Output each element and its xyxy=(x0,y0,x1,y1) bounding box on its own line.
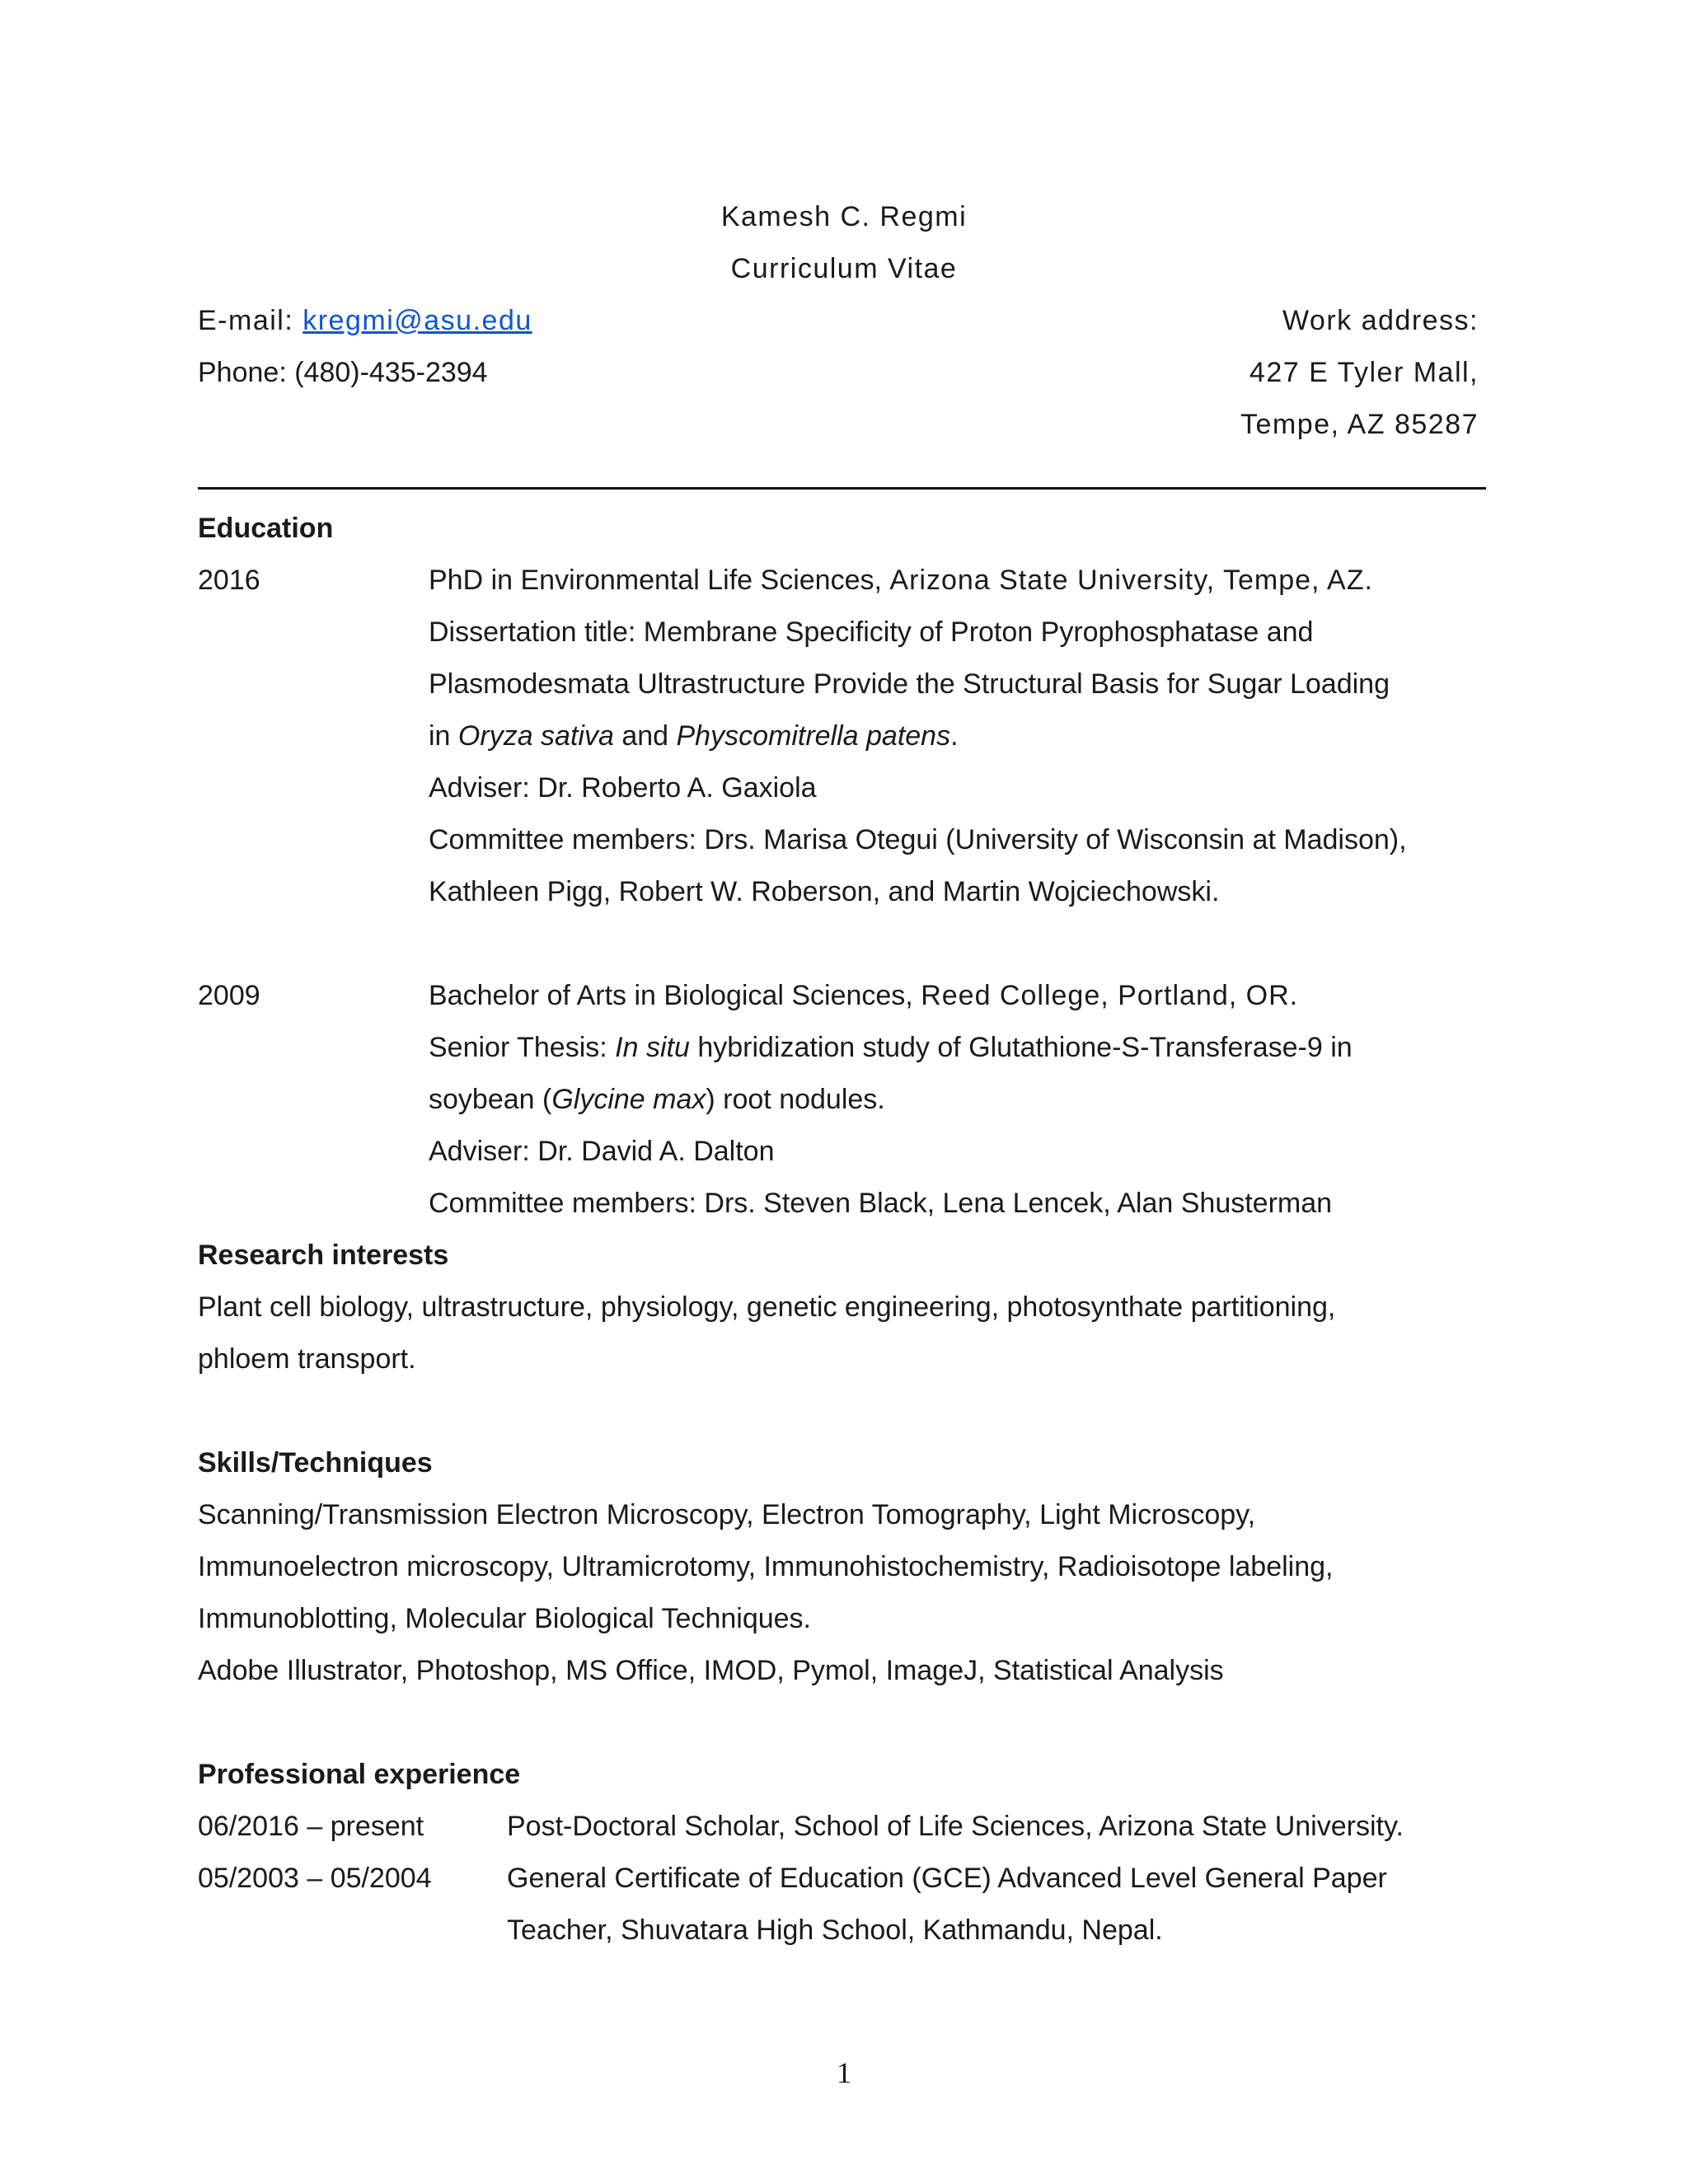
ba-adviser: Adviser: Dr. David A. Dalton xyxy=(429,1136,775,1167)
address-line-1: 427 E Tyler Mall, xyxy=(1249,357,1479,388)
phd-degree-line: PhD in Environmental Life Sciences, Arizona State University, Tempe, AZ. xyxy=(429,565,1373,596)
professional-dates-1: 06/2016 – present xyxy=(198,1811,424,1842)
research-line-1: Plant cell biology, ultrastructure, physiology, genetic engineering, photosynthate partitioning, xyxy=(198,1291,1336,1323)
email-link[interactable]: kregmi@asu.edu xyxy=(302,305,532,336)
skills-heading: Skills/Techniques xyxy=(198,1447,433,1479)
phd-dissertation-line-2: Plasmodesmata Ultrastructure Provide the Structural Basis for Sugar Loading xyxy=(429,668,1390,700)
phd-adviser: Adviser: Dr. Roberto A. Gaxiola xyxy=(429,772,817,804)
skills-line-4: Adobe Illustrator, Photoshop, MS Office, IMOD, Pymol, ImageJ, Statistical Analysis xyxy=(198,1655,1224,1686)
phd-committee-line-2: Kathleen Pigg, Robert W. Roberson, and Martin Wojciechowski. xyxy=(429,876,1220,907)
skills-line-3: Immunoblotting, Molecular Biological Techniques. xyxy=(198,1603,811,1634)
research-heading: Research interests xyxy=(198,1240,449,1271)
ba-degree-line: Bachelor of Arts in Biological Sciences, Reed College, Portland, OR. xyxy=(429,980,1299,1011)
phd-dissertation-line-1: Dissertation title: Membrane Specificity of Proton Pyrophosphatase and xyxy=(429,616,1314,648)
page-number: 1 xyxy=(837,2056,851,2089)
email-line xyxy=(198,304,532,337)
professional-role-1: Post-Doctoral Scholar, School of Life Sciences, Arizona State University. xyxy=(507,1811,1404,1842)
cv-subtitle: Curriculum Vitae xyxy=(730,253,958,284)
education-heading: Education xyxy=(198,513,334,544)
phone-line: Phone: (480)-435-2394 xyxy=(198,357,488,388)
phd-committee-line-1: Committee members: Drs. Marisa Otegui (University of Wisconsin at Madison), xyxy=(429,824,1407,855)
ba-thesis-line-1: Senior Thesis: In situ hybridization study of Glutathione-S-Transferase-9 in xyxy=(429,1032,1353,1063)
skills-line-2: Immunoelectron microscopy, Ultramicrotomy, Immunohistochemistry, Radioisotope labeling, xyxy=(198,1551,1334,1582)
ba-committee: Committee members: Drs. Steven Black, Lena Lencek, Alan Shusterman xyxy=(429,1188,1333,1219)
professional-role-2-line-2: Teacher, Shuvatara High School, Kathmandu, Nepal. xyxy=(507,1915,1163,1946)
work-address-label: Work address: xyxy=(1282,305,1479,336)
professional-role-2-line-1: General Certificate of Education (GCE) Advanced Level General Paper xyxy=(507,1863,1387,1894)
skills-line-1: Scanning/Transmission Electron Microscopy, Electron Tomography, Light Microscopy, xyxy=(198,1499,1256,1530)
professional-dates-2: 05/2003 – 05/2004 xyxy=(198,1863,432,1894)
header-divider xyxy=(198,487,1486,490)
research-line-2: phloem transport. xyxy=(198,1343,416,1375)
education-year-ba: 2009 xyxy=(198,980,260,1011)
education-year-phd: 2016 xyxy=(198,565,260,596)
professional-heading: Professional experience xyxy=(198,1759,521,1790)
phd-dissertation-line-3: in Oryza sativa and Physcomitrella patens. xyxy=(429,720,959,752)
email-label: E-mail: xyxy=(198,305,303,336)
cv-name: Kamesh C. Regmi xyxy=(720,201,968,232)
ba-thesis-line-2: soybean (Glycine max) root nodules. xyxy=(429,1084,885,1115)
address-line-2: Tempe, AZ 85287 xyxy=(1240,409,1479,440)
